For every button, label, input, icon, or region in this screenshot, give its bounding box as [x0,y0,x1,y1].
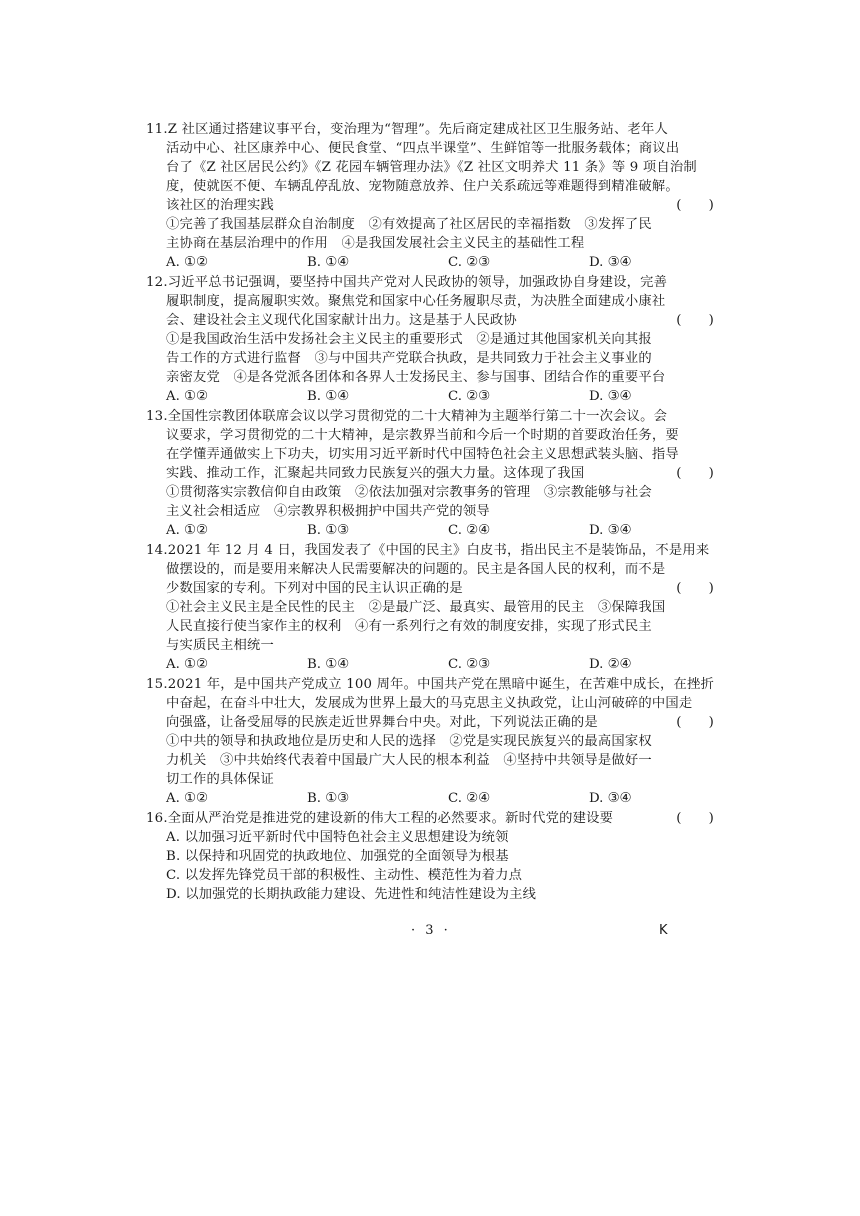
question-stem-line: 15.2021 年，是中国共产党成立 100 周年。中国共产党在黑暗中诞生，在苦难中成长，在挫折 [146,677,715,692]
question-stem-line: 做摆设的，而是要用来解决人民需要解决的问题的。民主是各国人民的权利，而不是 [166,562,666,577]
option-statement-line: 主义社会相适应 ④宗教界积极拥护中国共产党的领导 [166,504,490,519]
option-statement-line: 人民直接行使当家作主的权利 ④有一系列行之有效的制度安排，实现了形式民主 [166,619,652,634]
answer-parentheses: ( ) [676,715,714,730]
question-stem-line [146,311,716,330]
choice-a: A. ①② [166,255,208,270]
choice-d: D. ②④ [589,657,632,672]
answer-parentheses: ( ) [676,811,714,826]
choice-d: D. ③④ [589,523,632,538]
choice-c: C. ②③ [448,389,490,404]
choice-a: A. ①② [166,389,208,404]
question-stem-line: 活动中心、社区康养中心、便民食堂、“四点半课堂”、生鲜馆等一批服务载体；商议出 [166,141,680,156]
question-stem-line: 在学懂弄通做实上下功夫，切实用习近平新时代中国特色社会主义思想武装头脑、指导 [166,447,679,462]
option-statement-line: ①社会主义民主是全民性的民主 ②是最广泛、最真实、最管用的民主 ③保障我国 [166,600,666,615]
choice-a: A. ①② [166,657,208,672]
question-14 [146,541,716,674]
answer-choices [146,387,716,406]
choice-b: B. ①④ [307,657,350,672]
option-statement-line: ①中共的领导和执政地位是历史和人民的选择 ②党是实现民族复兴的最高国家权 [166,734,652,749]
question-stem-line: 议要求，学习贯彻党的二十大精神，是宗教界当前和今后一个时期的首要政治任务，要 [166,428,679,443]
option-statement-line: ①完善了我国基层群众自治制度 ②有效提高了社区居民的幸福指数 ③发挥了民 [166,217,652,232]
question-stem-line: 13.全国性宗教团体联席会议以学习贯彻党的二十大精神为主题举行第二十一次会议。会 [146,409,668,424]
question-stem-text: 少数国家的专利。下列对中国的民主认识正确的是 [166,581,463,596]
answer-parentheses: ( ) [676,466,714,481]
choice-a: A. 以加强习近平新时代中国特色社会主义思想建设为统领 [166,830,509,845]
choice-d: D. ③④ [589,791,632,806]
answer-parentheses: ( ) [676,198,714,213]
choice-b: B. ①③ [307,523,350,538]
option-statement-line: 主协商在基层治理中的作用 ④是我国发展社会主义民主的基础性工程 [166,236,585,251]
answer-parentheses: ( ) [676,313,714,328]
question-stem-line: 12.习近平总书记强调，要坚持中国共产党对人民政协的领导，加强政协自身建设，完善 [146,275,668,290]
choice-b: B. ①③ [307,791,350,806]
question-stem-line [146,713,716,732]
choice-c: C. ②④ [448,523,490,538]
choice-c: C. ②④ [448,791,490,806]
question-16 [146,809,716,904]
question-12 [146,273,716,406]
option-statement-line: ①贯彻落实宗教信仰自由政策 ②依法加强对宗教事务的管理 ③宗教能够与社会 [166,485,652,500]
option-statement-line: 切工作的具体保证 [166,772,274,787]
question-stem-line [146,579,716,598]
choice-c: C. 以发挥先锋党员干部的积极性、主动性、模范性为着力点 [166,868,523,883]
question-stem-text: 会、建设社会主义现代化国家献计出力。这是基于人民政协 [166,313,517,328]
choice-b: B. ①④ [307,389,350,404]
page-number: · 3 · [411,923,451,938]
version-mark: K [659,923,668,938]
questions-container [146,120,716,905]
option-statement-line: 亲密友党 ④是各党派各团体和各界人士发扬民主、参与国事、团结合作的重要平台 [166,370,666,385]
question-stem-line [146,809,716,828]
question-stem-line: 11.Z 社区通过搭建议事平台，变治理为“智理”。先后商定建成社区卫生服务站、老年人 [146,122,668,137]
question-stem-line [146,196,716,215]
option-statement-line: 告工作的方式进行监督 ③与中国共产党联合执政，是共同致力于社会主义事业的 [166,351,652,366]
question-stem-line: 中奋起，在奋斗中壮大，发展成为世界上最大的马克思主义执政党，让山河破碎的中国走 [166,696,693,711]
question-stem-line: 度，使就医不便、车辆乱停乱放、宠物随意放养、住户关系疏远等难题得到精准破解。 [166,179,679,194]
question-13 [146,407,716,540]
answer-choices [146,789,716,808]
answer-parentheses: ( ) [676,581,714,596]
choice-c: C. ②③ [448,657,490,672]
answer-choices [146,655,716,674]
choice-a: A. ①② [166,791,208,806]
question-stem-text: 16.全面从严治党是推进党的建设新的伟大工程的必然要求。新时代党的建设要 [146,811,614,826]
page-footer [0,923,860,943]
choice-b: B. 以保持和巩固党的执政地位、加强党的全面领导为根基 [166,849,509,864]
question-stem-text: 向强盛，让备受屈辱的民族走近世界舞台中央。对此，下列说法正确的是 [166,715,598,730]
choice-d: D. 以加强党的长期执政能力建设、先进性和纯洁性建设为主线 [166,887,537,902]
answer-choices [146,521,716,540]
question-stem-line: 台了《Z 社区居民公约》《Z 花园车辆管理办法》《Z 社区文明养犬 11 条》等 9 项自治制 [166,160,697,175]
question-stem-text: 该社区的治理实践 [166,198,274,213]
option-statement-line: 力机关 ③中共始终代表着中国最广大人民的根本利益 ④坚持中共领导是做好一 [166,753,652,768]
question-11 [146,120,716,272]
choice-d: D. ③④ [589,255,632,270]
answer-choices [146,253,716,272]
option-statement-line: ①是我国政治生活中发扬社会主义民主的重要形式 ②是通过其他国家机关向其报 [166,332,652,347]
choice-d: D. ③④ [589,389,632,404]
question-stem-line [146,464,716,483]
question-stem-text: 实践、推动工作，汇聚起共同致力民族复兴的强大力量。这体现了我国 [166,466,585,481]
choice-b: B. ①④ [307,255,350,270]
choice-a: A. ①② [166,523,208,538]
question-15 [146,675,716,808]
question-stem-line: 履职制度，提高履职实效。聚焦党和国家中心任务履职尽责，为决胜全面建成小康社 [166,294,666,309]
question-stem-line: 14.2021 年 12 月 4 日，我国发表了《中国的民主》白皮书，指出民主不是装饰品，不是用来 [146,543,710,558]
choice-c: C. ②③ [448,255,490,270]
option-statement-line: 与实质民主相统一 [166,638,274,653]
